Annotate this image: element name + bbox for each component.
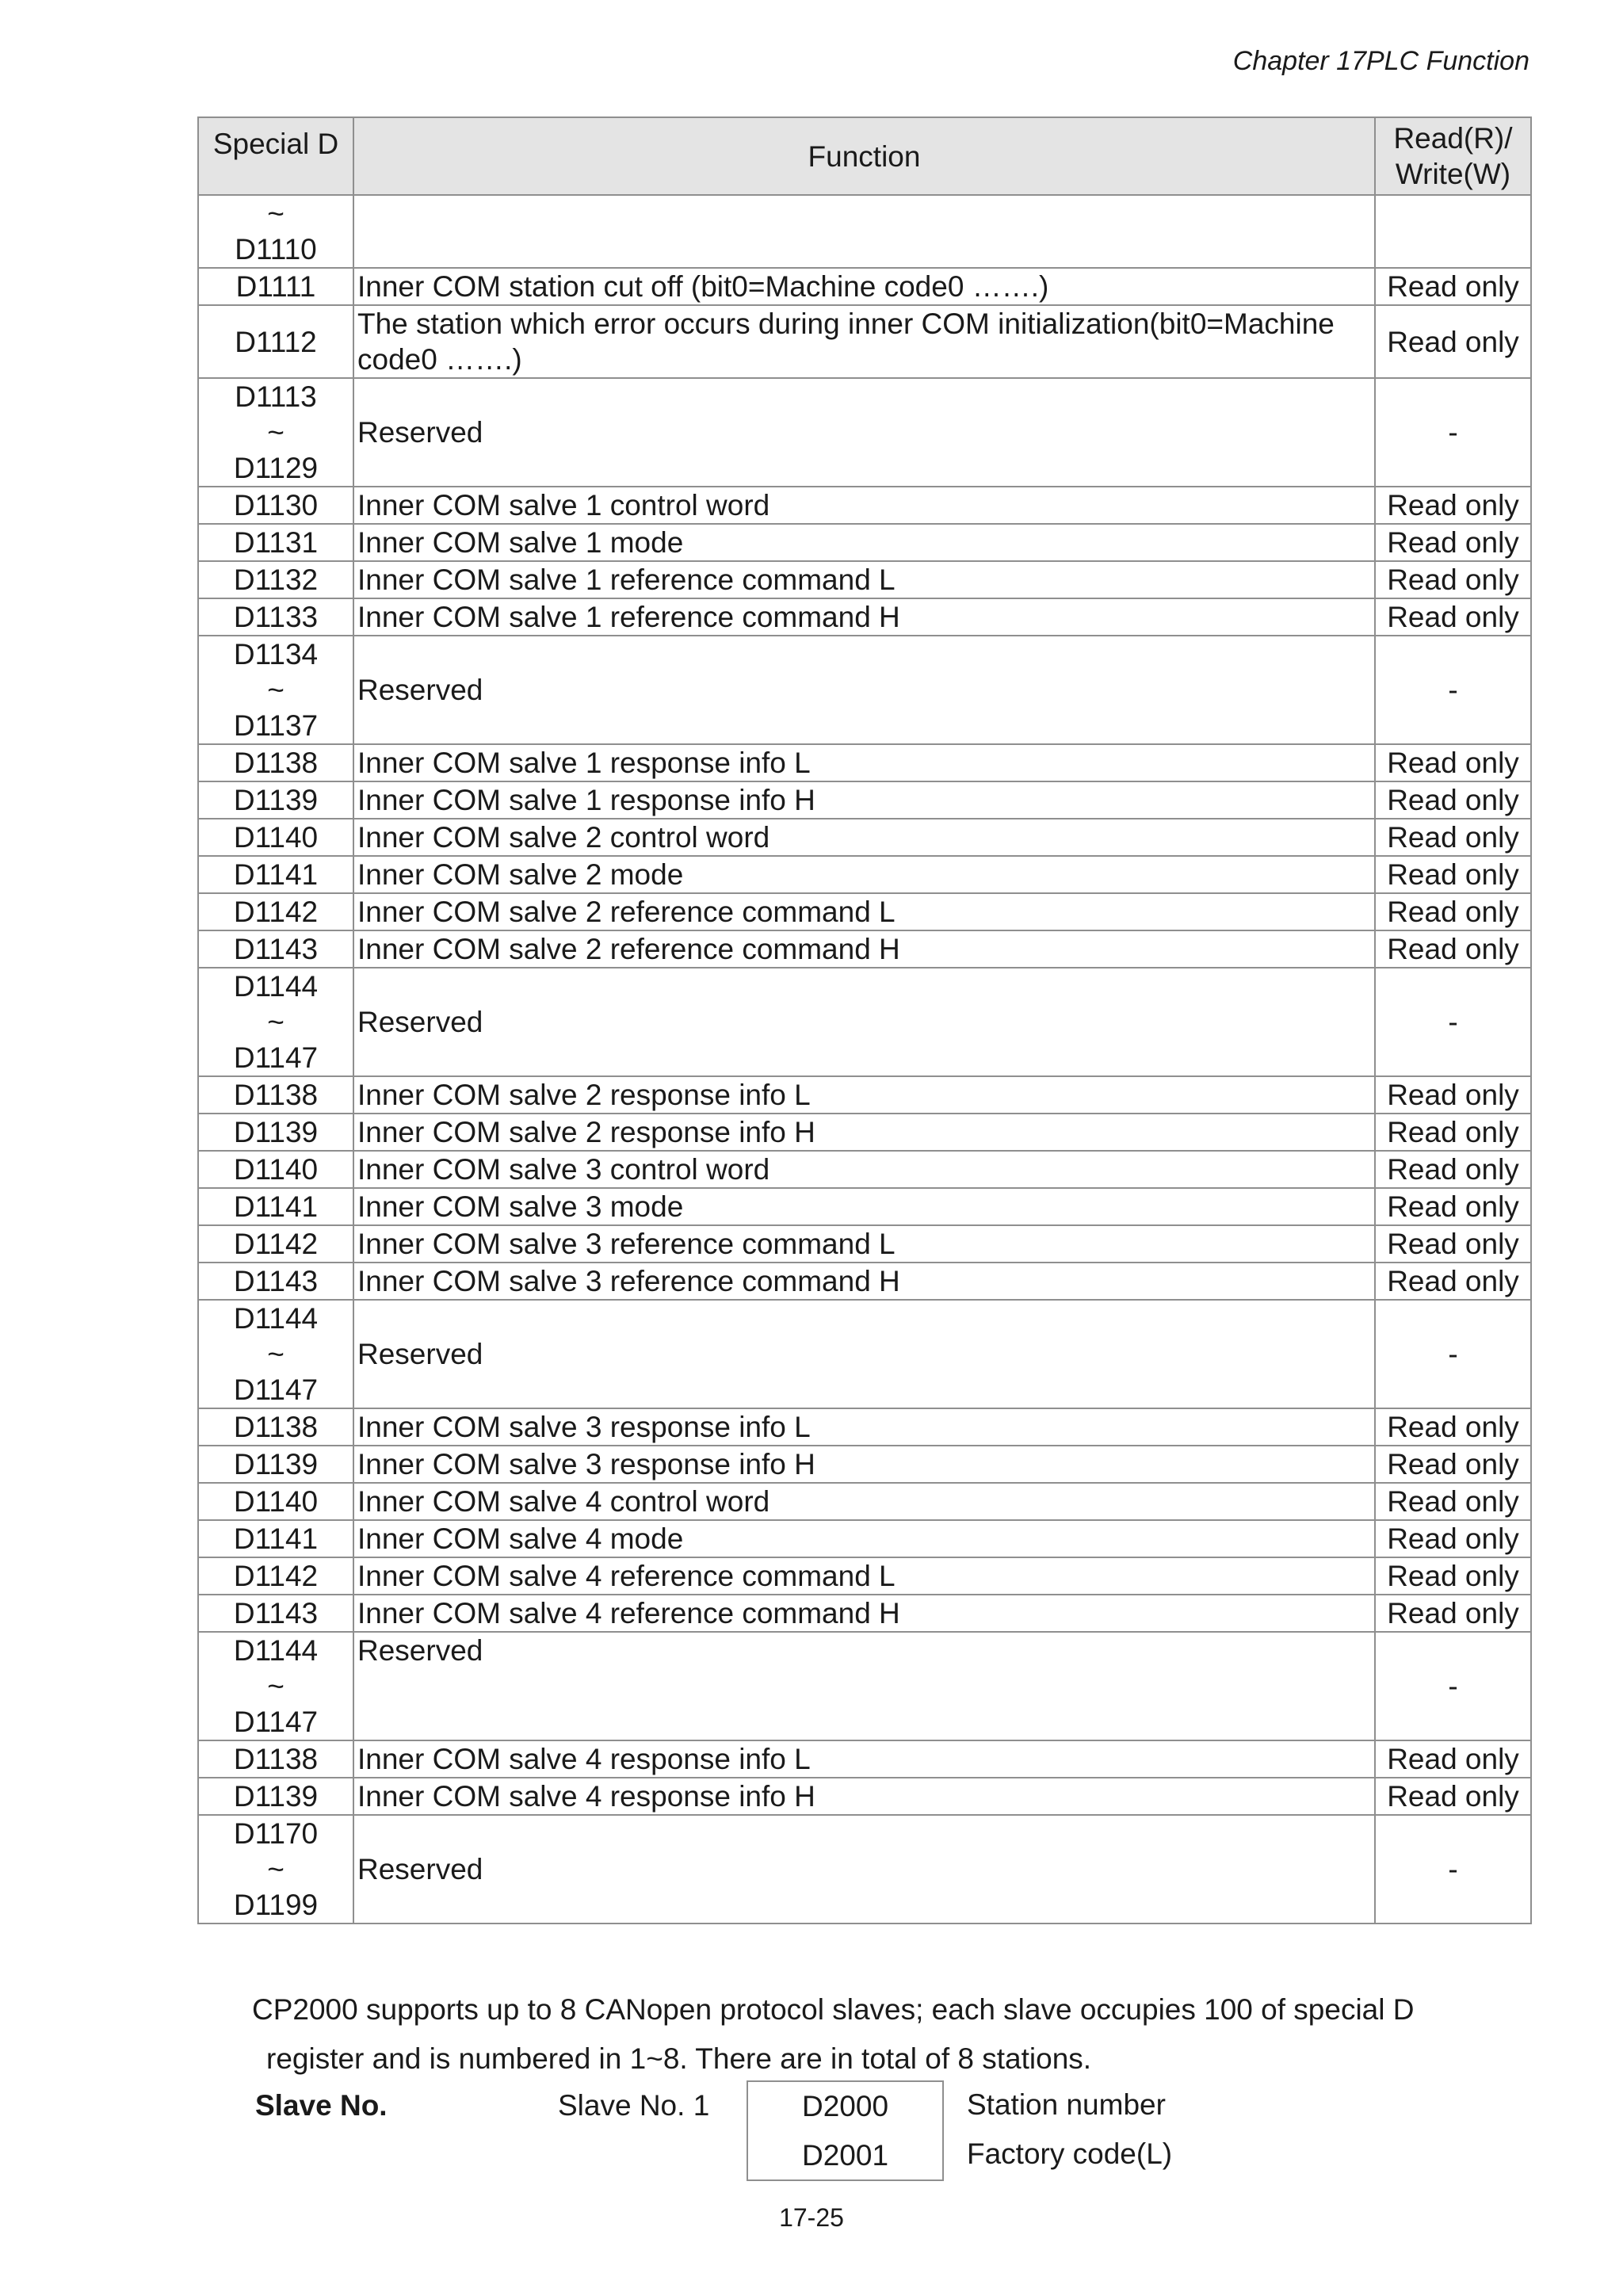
table-header-row [198,117,1531,195]
register-id-cell [198,636,353,744]
function-cell: Reserved [353,968,1375,1076]
register-id: D1144 [233,1634,319,1667]
register-id: ~ [267,674,285,706]
function-cell: Inner COM salve 4 reference command L [353,1557,1375,1595]
table-row [198,1557,1531,1595]
function-cell: Inner COM station cut off (bit0=Machine code0 …….) [353,268,1375,305]
slave-register-2: D2001 [801,2139,889,2172]
access-cell: Read only [1375,1076,1531,1114]
register-id-cell [198,1188,353,1225]
header-read-write [1375,117,1531,195]
register-id-cell [198,1446,353,1483]
register-id: D1141 [233,858,319,891]
register-id: D1139 [233,1116,319,1148]
register-id: ~ [267,1853,285,1885]
access-cell: Read only [1375,1188,1531,1225]
register-id-cell [198,195,353,268]
table-row [198,1778,1531,1815]
register-id-cell [198,856,353,893]
function-cell: Inner COM salve 1 response info H [353,781,1375,819]
register-id-cell [198,268,353,305]
function-cell: Inner COM salve 1 reference command L [353,561,1375,598]
access-cell: Read only [1375,1595,1531,1632]
register-id-cell [198,1740,353,1778]
register-id-cell [198,744,353,781]
function-cell: Reserved [353,1632,1375,1740]
function-cell: Inner COM salve 3 response info H [353,1446,1375,1483]
register-id-cell [198,561,353,598]
register-id-cell [198,1151,353,1188]
register-id: D1143 [233,933,319,965]
function-cell: Inner COM salve 1 reference command H [353,598,1375,636]
page-number: 17-25 [779,2203,844,2232]
access-cell: - [1375,1815,1531,1924]
access-cell: Read only [1375,1483,1531,1520]
access-cell: - [1375,1632,1531,1740]
register-id-cell [198,1520,353,1557]
register-id-cell [198,1557,353,1595]
access-cell: Read only [1375,1225,1531,1263]
register-id: D1144 [233,970,319,1003]
register-id-cell [198,487,353,524]
register-id-cell [198,819,353,856]
register-id: D1134 [233,638,319,670]
register-id-cell [198,1408,353,1446]
access-cell: Read only [1375,1151,1531,1188]
register-id: D1133 [233,601,319,633]
table-row [198,268,1531,305]
register-id-cell [198,968,353,1076]
table-row [198,856,1531,893]
slave-label: Slave No. [255,2089,388,2122]
access-cell: Read only [1375,1114,1531,1151]
access-cell: Read only [1375,561,1531,598]
function-cell: Inner COM salve 1 mode [353,524,1375,561]
register-id: D1141 [233,1522,319,1555]
access-cell: Read only [1375,930,1531,968]
table-row [198,893,1531,930]
access-cell: Read only [1375,893,1531,930]
table-row [198,1483,1531,1520]
function-text: The station which error occurs during inner COM initialization(bit0=Machine [357,308,1335,340]
slave-register-desc-2: Factory code(L) [967,2137,1173,2170]
function-cell: Inner COM salve 3 response info L [353,1408,1375,1446]
register-id: D1129 [233,452,319,484]
register-id-cell [198,305,353,378]
register-id-cell [198,1263,353,1300]
function-cell: Inner COM salve 1 response info L [353,744,1375,781]
function-cell: Inner COM salve 3 control word [353,1151,1375,1188]
register-id: D1139 [233,1780,319,1813]
slave-register-desc-1: Station number [967,2088,1166,2121]
function-cell: Inner COM salve 4 control word [353,1483,1375,1520]
table-row [198,561,1531,598]
register-id: D1113 [235,380,317,413]
access-cell: Read only [1375,1408,1531,1446]
function-cell: Inner COM salve 2 reference command H [353,930,1375,968]
access-cell: Read only [1375,1740,1531,1778]
register-id: D1143 [233,1597,319,1629]
intro-paragraph [252,1985,1526,2084]
access-cell: - [1375,636,1531,744]
register-id: D1143 [233,1265,319,1297]
register-id-cell [198,1815,353,1924]
register-id: ~ [267,1670,285,1702]
slave-register-1: D2000 [801,2090,889,2122]
register-id: D1138 [233,1411,319,1443]
function-cell: Reserved [353,1300,1375,1408]
register-id-cell [198,1632,353,1740]
access-cell: Read only [1375,524,1531,561]
table-row [198,487,1531,524]
register-id: D1138 [233,747,319,779]
register-id-cell [198,781,353,819]
function-cell: Inner COM salve 2 response info H [353,1114,1375,1151]
table-row [198,305,1531,378]
access-cell: Read only [1375,819,1531,856]
table-row [198,1114,1531,1151]
access-cell [1375,195,1531,268]
intro-line-2: register and is numbered in 1~8. There are in total of 8 stations. [266,2042,1092,2075]
table-row [198,195,1531,268]
table-row [198,1632,1531,1740]
function-cell [353,195,1375,268]
table-row [198,1520,1531,1557]
register-id: ~ [267,197,285,230]
function-cell: Inner COM salve 1 control word [353,487,1375,524]
register-id-cell [198,1483,353,1520]
header-rw-line1: Read(R)/ [1393,122,1513,155]
register-id: ~ [267,1006,285,1038]
function-cell: Reserved [353,1815,1375,1924]
table-row [198,744,1531,781]
access-cell: Read only [1375,856,1531,893]
access-cell: Read only [1375,1778,1531,1815]
intro-line-1: CP2000 supports up to 8 CANopen protocol slaves; each slave occupies 100 of special D [252,1993,1415,2026]
register-id: D1140 [233,821,319,854]
register-id: D1142 [233,1228,319,1260]
access-cell: Read only [1375,1263,1531,1300]
access-cell: Read only [1375,598,1531,636]
function-text: code0 …….) [357,343,522,376]
register-id: D1144 [233,1302,319,1335]
table-row [198,1151,1531,1188]
access-cell: - [1375,378,1531,487]
header-rw-line2: Write(W) [1395,158,1511,190]
function-cell: Inner COM salve 4 reference command H [353,1595,1375,1632]
register-id: D1132 [233,563,319,596]
access-cell: Read only [1375,268,1531,305]
register-id: D1147 [233,1706,319,1738]
register-id: D1110 [235,233,317,266]
special-d-table [197,117,1532,1924]
register-id: D1111 [235,270,316,303]
table-row [198,598,1531,636]
register-id: D1142 [233,1560,319,1592]
register-id: D1147 [233,1373,319,1406]
function-cell: Inner COM salve 2 response info L [353,1076,1375,1114]
register-id-cell [198,1225,353,1263]
function-cell: Inner COM salve 2 mode [353,856,1375,893]
table-row [198,1263,1531,1300]
table-row [198,819,1531,856]
table-row [198,1446,1531,1483]
table-row [198,1188,1531,1225]
function-cell: Inner COM salve 4 response info H [353,1778,1375,1815]
register-id: D1140 [233,1485,319,1518]
function-cell: Inner COM salve 2 reference command L [353,893,1375,930]
table-row [198,930,1531,968]
access-cell: Read only [1375,487,1531,524]
register-id: D1138 [233,1079,319,1111]
register-id-cell [198,1076,353,1114]
function-cell: Inner COM salve 4 mode [353,1520,1375,1557]
register-id: D1139 [233,784,319,816]
access-cell: Read only [1375,1446,1531,1483]
function-cell: Inner COM salve 3 mode [353,1188,1375,1225]
function-cell: Inner COM salve 3 reference command L [353,1225,1375,1263]
register-id: D1199 [233,1889,319,1921]
register-id: D1130 [233,489,319,521]
register-id-cell [198,1300,353,1408]
register-id: ~ [267,416,285,449]
table-row [198,781,1531,819]
register-id: D1138 [233,1743,319,1775]
function-cell: Reserved [353,378,1375,487]
register-id: D1147 [233,1041,319,1074]
register-id: D1142 [233,896,319,928]
table-row [198,1300,1531,1408]
register-id: D1139 [233,1448,319,1480]
register-id-cell [198,524,353,561]
table-row [198,378,1531,487]
slave-number: Slave No. 1 [558,2089,710,2122]
table-row [198,1076,1531,1114]
table-row [198,524,1531,561]
table-row [198,968,1531,1076]
register-id: D1137 [233,709,319,742]
register-id: D1131 [233,526,319,559]
register-id: D1170 [233,1817,319,1850]
register-id: D1141 [233,1190,319,1223]
register-id: D1140 [233,1153,319,1186]
header-special-d: Special D [198,117,353,195]
access-cell: Read only [1375,305,1531,378]
table-row [198,636,1531,744]
function-cell: Inner COM salve 2 control word [353,819,1375,856]
table-row [198,1595,1531,1632]
register-id-cell [198,378,353,487]
register-id-cell [198,1114,353,1151]
function-cell [353,305,1375,378]
access-cell: - [1375,968,1531,1076]
slave-register-box [747,2080,944,2181]
register-id-cell [198,930,353,968]
register-id-cell [198,598,353,636]
register-id: D1112 [235,325,317,358]
table-row [198,1815,1531,1924]
chapter-header: Chapter 17PLC Function [1232,46,1529,76]
register-id-cell [198,1778,353,1815]
function-cell: Reserved [353,636,1375,744]
access-cell: Read only [1375,781,1531,819]
table-row [198,1225,1531,1263]
access-cell: Read only [1375,1520,1531,1557]
register-id-cell [198,893,353,930]
header-function: Function [353,117,1375,195]
register-id: ~ [267,1338,285,1370]
access-cell: Read only [1375,744,1531,781]
function-cell: Inner COM salve 3 reference command H [353,1263,1375,1300]
access-cell: - [1375,1300,1531,1408]
table-body [198,195,1531,1924]
register-id-cell [198,1595,353,1632]
access-cell: Read only [1375,1557,1531,1595]
table-row [198,1408,1531,1446]
function-cell: Inner COM salve 4 response info L [353,1740,1375,1778]
table-row [198,1740,1531,1778]
